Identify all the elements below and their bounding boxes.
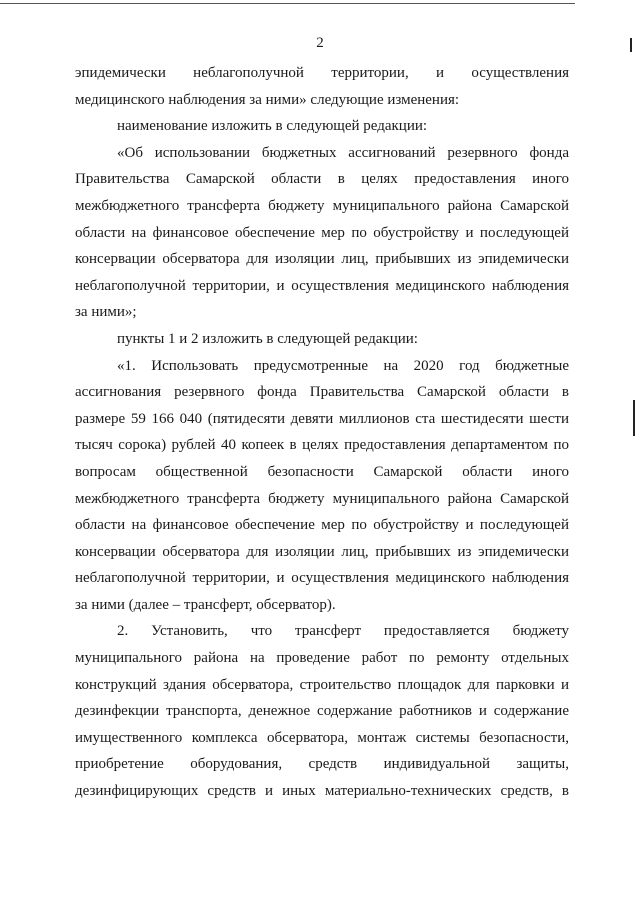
text-line: Правительства Самарской области в целях предоставления иного bbox=[75, 171, 569, 188]
text-line: пункты 1 и 2 изложить в следующей редакции: bbox=[117, 330, 418, 347]
text-line: эпидемически неблагополучной территории, и осуществления bbox=[75, 65, 569, 81]
scan-edge-mark bbox=[633, 400, 635, 436]
text-line: приобретение оборудования, средств индивидуальной защиты, bbox=[75, 756, 569, 773]
text-line: за ними»; bbox=[75, 304, 137, 321]
page-number: 2 bbox=[316, 35, 324, 51]
text-line: межбюджетного трансферта бюджету муниципального района Самарской bbox=[75, 490, 569, 507]
text-line: области на финансовое обеспечение мер по обустройству и последующей bbox=[75, 224, 569, 241]
text-line: медицинского наблюдения за ними» следующие изменения: bbox=[75, 91, 460, 108]
text-line: 2. Установить, что трансферт предоставляется бюджету bbox=[117, 623, 569, 640]
text-line: межбюджетного трансферта бюджету муниципального района Самарской bbox=[75, 197, 569, 214]
text-line: дезинфекции транспорта, денежное содержание работников и содержание bbox=[75, 703, 569, 720]
text-line: размере 59 166 040 (пятидесяти девяти миллионов ста шестидесяти шести bbox=[75, 410, 569, 427]
document-body bbox=[75, 60, 569, 805]
text-line: неблагополучной территории, и осуществления медицинского наблюдения bbox=[75, 277, 569, 294]
text-line: тысяч сорока) рублей 40 копеек в целях предоставления департаментом по bbox=[75, 437, 569, 454]
text-line: неблагополучной территории, и осуществления медицинского наблюдения bbox=[75, 570, 569, 587]
text-line: дезинфицирующих средств и иных материально-технических средств, в bbox=[75, 783, 569, 800]
scan-top-border bbox=[0, 3, 575, 4]
text-line: имущественного комплекса обсерватора, монтаж системы безопасности, bbox=[75, 729, 569, 746]
text-line: «Об использовании бюджетных ассигнований резервного фонда bbox=[117, 144, 569, 161]
text-line: муниципального района на проведение работ по ремонту отдельных bbox=[75, 650, 569, 667]
text-line: консервации обсерватора для изоляции лиц, прибывших из эпидемически bbox=[75, 251, 569, 268]
text-line: за ними (далее – трансферт, обсерватор). bbox=[75, 596, 336, 613]
text-line: области на финансовое обеспечение мер по обустройству и последующей bbox=[75, 517, 569, 534]
text-line: ассигнования резервного фонда Правительства Самарской области в bbox=[75, 384, 569, 401]
text-line: вопросам общественной безопасности Самарской области иного bbox=[75, 463, 569, 480]
text-line: наименование изложить в следующей редакции: bbox=[117, 118, 428, 135]
text-line: консервации обсерватора для изоляции лиц, прибывших из эпидемически bbox=[75, 543, 569, 560]
text-line: «1. Использовать предусмотренные на 2020 год бюджетные bbox=[117, 357, 569, 374]
text-line: конструкций здания обсерватора, строительство площадок для парковки и bbox=[75, 676, 569, 693]
